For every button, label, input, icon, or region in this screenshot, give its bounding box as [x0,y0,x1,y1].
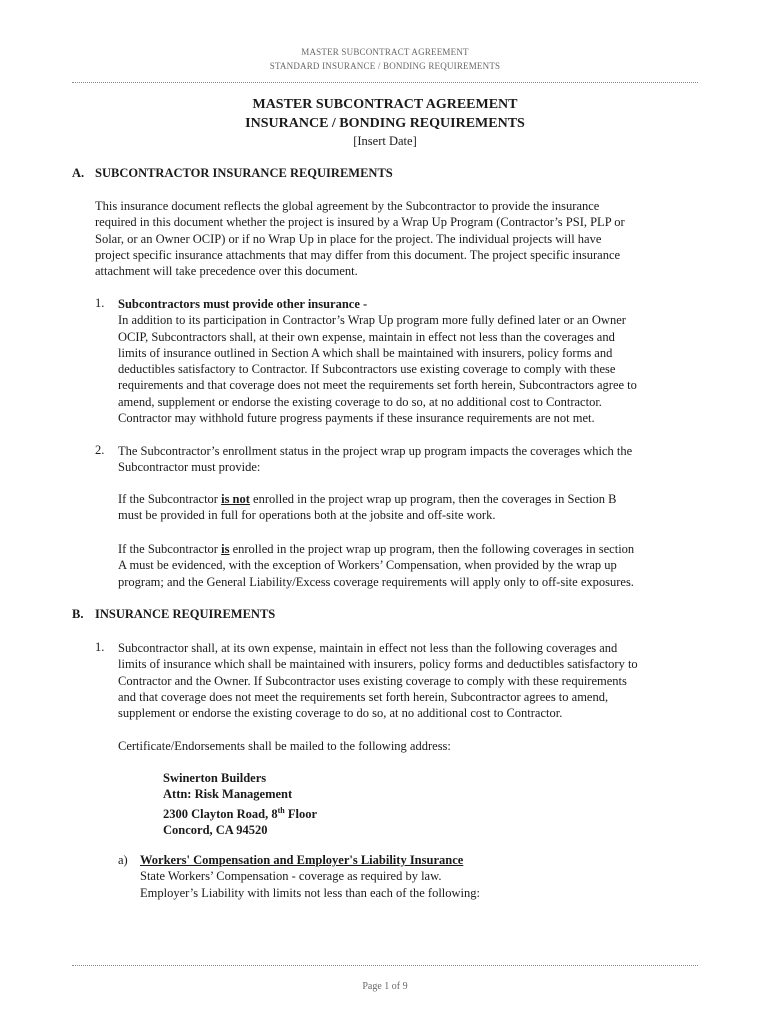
enrolled-line3: program; and the General Liability/Excess coverage requirements will apply only to off-site exposures. [118,574,634,589]
text-run: If the Subcontractor [118,492,222,506]
running-header [0,47,770,73]
address-name: Swinerton Builders [163,771,267,785]
intro-line: project specific insurance attachments that may differ from this document. The project specific insurance [95,247,621,262]
sub-item-a-heading: Workers' Compensation and Employer's Liability Insurance [140,853,464,867]
text-run: enrolled in the project wrap up program, then the coverages in Section B [249,492,617,506]
sub-item-a-line2: Employer’s Liability with limits not less than each of the following: [140,885,480,900]
item-b1-line: and that coverage does not meet the requirements set forth herein, Subcontractor agrees to amend, [118,689,609,704]
sub-item-a-body [140,852,700,901]
mail-instruction: Certificate/Endorsements shall be mailed to the following address: [118,739,451,753]
address-city: Concord, CA 94520 [163,823,268,838]
address-street [163,803,563,822]
text-run: Floor [284,806,318,821]
not-enrolled-line2: must be provided in full for operations both at the jobsite and off-site work. [118,508,496,523]
enrolled-line2: A must be evidenced, with the exception of Workers’ Compensation, when provided by the wrap up [118,558,617,573]
footer-divider [72,965,698,966]
section-b-title: INSURANCE REQUIREMENTS [95,607,276,621]
item-a1-heading: Subcontractors must provide other insurance - [118,297,368,311]
item-a2-body [118,443,708,476]
item-b1-line: Contractor and the Owner. If Subcontractor uses existing coverage to comply with these requirements [118,673,627,688]
document-title-line1: MASTER SUBCONTRACT AGREEMENT [252,97,518,112]
running-header-line2: STANDARD INSURANCE / BONDING REQUIREMENTS [269,61,501,71]
is-emphasis: is [221,542,230,556]
intro-line: Solar, or an Owner OCIP) or if no Wrap Up in place for the project. The individual projects will have [95,231,602,246]
item-a1-line: requirements and that coverage does not meet the requirements set forth herein, Subcontractors agree to [118,378,637,393]
text-run: If the Subcontractor [118,542,222,556]
intro-line: attachment will take precedence over this document. [95,264,358,279]
item-a2-line: Subcontractor must provide: [118,460,261,475]
sub-item-a-label: a) [118,853,128,867]
text-run: 2300 Clayton Road, 8 [163,806,278,821]
section-a-heading [72,166,393,181]
section-a-intro [95,198,695,279]
running-header-line1: MASTER SUBCONTRACT AGREEMENT [301,47,469,57]
item-a1-line: In addition to its participation in Contractor’s Wrap Up program more fully defined later or an Owner [118,313,626,328]
item-a1-line: Contractor may withhold future progress payments if these insurance requirements are not met. [118,411,595,426]
ordinal-suffix: th [277,805,285,815]
item-a1-line: amend, supplement or endorse the existing coverage to do so, at no additional cost to Contractor. [118,394,602,409]
section-a-label: A. [72,166,85,180]
item-b1-line: limits of insurance which shall be maintained with insurers, policy forms and deductibles satisfactory to [118,657,638,672]
address-attn: Attn: Risk Management [163,787,293,802]
item-a1-line: limits of insurance outlined in Section A which shall be maintained with insurers, policy forms and [118,345,613,360]
item-a2-line: The Subcontractor’s enrollment status in the project wrap up program impacts the coverages which the [118,444,633,458]
item-a1-line: deductibles satisfactory to Contractor. If Subcontractors use existing coverage to comply with these [118,362,616,377]
section-b-label: B. [72,607,84,621]
page-number: Page 1 of 9 [362,981,408,992]
text-run: enrolled in the project wrap up program, then the following coverages in section [229,542,635,556]
item-b1-line: supplement or endorse the existing coverage to do so, at no additional cost to Contractor. [118,706,563,721]
header-divider [72,82,698,83]
enrolled-line1 [118,541,708,557]
section-a-title: SUBCONTRACTOR INSURANCE REQUIREMENTS [95,166,393,180]
item-a1-line: OCIP, Subcontractors shall, at their own expense, maintain in effect not less than the coverages and [118,329,615,344]
section-b-heading [72,607,275,622]
is-not-emphasis: is not [221,492,250,506]
item-a1-number: 1. [95,296,105,310]
intro-line: required in this document whether the project is insured by a Wrap Up Program (Contractor’s PSI, PLP or [95,215,625,230]
item-b1-line: Subcontractor shall, at its own expense, maintain in effect not less than the following coverages and [118,641,618,655]
not-enrolled-paragraph [118,491,708,524]
enrolled-paragraph [118,541,708,590]
not-enrolled-line1 [118,491,708,507]
mailing-address [163,770,563,838]
sub-item-a-line1: State Workers’ Compensation - coverage as required by law. [140,869,442,884]
item-a2-number: 2. [95,443,105,457]
item-b1-body [118,640,708,721]
date-placeholder: [Insert Date] [353,134,417,148]
item-b1-number: 1. [95,640,105,654]
item-a1-body [118,296,708,426]
intro-line: This insurance document reflects the global agreement by the Subcontractor to provide the insurance [95,199,600,213]
document-title-line2: INSURANCE / BONDING REQUIREMENTS [245,116,525,131]
